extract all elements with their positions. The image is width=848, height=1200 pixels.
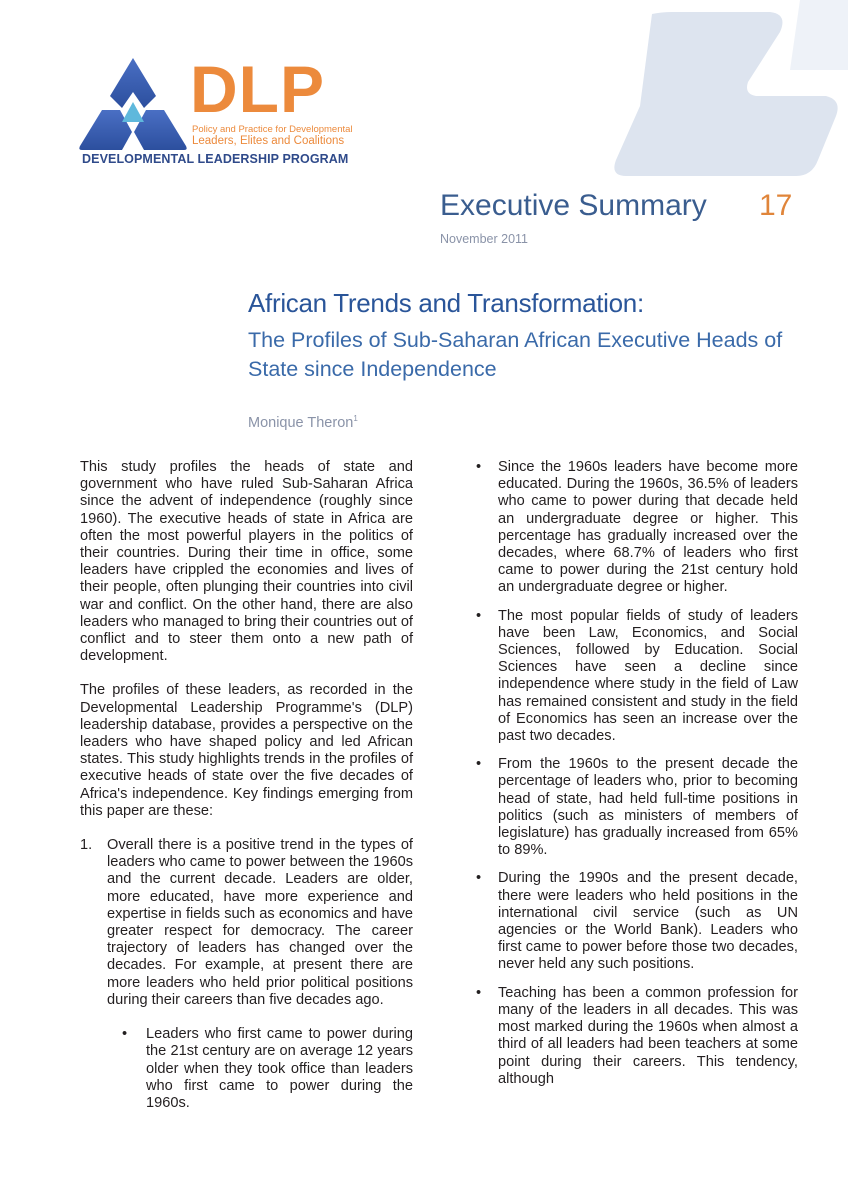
list-number: 1.	[80, 837, 93, 854]
watermark-shape-icon	[600, 0, 848, 190]
author-name: Monique Theron	[248, 414, 354, 431]
bullet-icon: •	[476, 459, 482, 475]
bullet-text: Teaching has been a common profession for many of the leaders in all decades. This was most marked during the 1960s when almost a third of all leaders had been teachers at some point during their careers. This tendency, although	[498, 984, 798, 1087]
body-right-column	[476, 459, 798, 1099]
sub-bullet-text: Leaders who first came to power during the 21st century are on average 12 years older when they took office than leaders who first came to power during the 1960s.	[146, 1026, 413, 1111]
series-number: 17	[759, 189, 793, 222]
logo-wordmark: DLP	[190, 52, 325, 126]
bullet-item-political-positions	[476, 756, 798, 859]
bullet-text: The most popular fields of study of leaders have been Law, Economics, and Social Sciences, followed by Education. Social Sciences have seen a decline since independence where study in the field of Law has remained consistent and study in the field of Economics has seen an increase over the past two decades.	[498, 607, 798, 745]
logo-tagline-line2: Leaders, Elites and Coalitions	[192, 135, 345, 147]
list-item-text: Overall there is a positive trend in the types of leaders who came to power between the 1960s and the current decade. Leaders are older, more educated, have more experience and expertise in fields such as economics and have greater respect for democracy. The career trajectory of leaders has changed over the decades. For example, at present there are more leaders who held prior political positions during their careers than five decades ago.	[107, 837, 413, 1008]
bullet-icon: •	[476, 984, 482, 1001]
bullet-item-education	[476, 459, 798, 597]
findings-intro-paragraph: The profiles of these leaders, as recorded in the Developmental Leadership Programme's (DLP) leadership database, provides a perspective on the leaders who have shaped policy and led African states. This study highlights trends in the profiles of executive heads of state over the five decades of Africa's independence. Key findings emerging from this paper are these:	[80, 682, 413, 819]
logo-program-name: DEVELOPMENTAL LEADERSHIP PROGRAM	[82, 152, 349, 166]
dlp-triangle-logo-icon	[78, 56, 188, 152]
logo-tagline-line1: Policy and Practice for Developmental	[192, 124, 353, 135]
bullet-icon: •	[476, 870, 482, 887]
bullet-icon: •	[476, 607, 482, 624]
sub-bullet-item	[80, 1026, 413, 1112]
bullet-icon: •	[476, 756, 482, 773]
body-left-column	[80, 459, 413, 1112]
bullet-text: Since the 1960s leaders have become more educated. During the 1960s, 36.5% of leaders who came to power during that decade held an undergraduate degree or higher. This percentage has gradually increased over the decades, where 68.7% of leaders who first came to power during the 21st century hold an undergraduate degree or higher.	[498, 459, 798, 596]
bullet-item-fields-of-study	[476, 608, 798, 746]
dlp-logo	[78, 52, 358, 176]
bullet-icon: •	[122, 1026, 128, 1043]
series-title: Executive Summary	[440, 189, 707, 222]
bullet-item-teaching	[476, 985, 798, 1088]
bullet-text: During the 1990s and the present decade, there were leaders who held positions in the international civil service (such as UN agencies or the World Bank). Leaders who first came to power before those two decades, never held any such positions.	[498, 870, 798, 973]
bullet-item-civil-service	[476, 870, 798, 973]
author-line	[248, 410, 358, 432]
author-footnote-marker: 1	[353, 414, 358, 423]
document-title: African Trends and Transformation:	[248, 288, 644, 318]
document-subtitle: The Profiles of Sub-Saharan African Executive Heads of State since Independence	[248, 328, 783, 381]
bullet-text: From the 1960s to the present decade the percentage of leaders who, prior to becoming head of state, had held full-time positions in politics (such as ministers of members of legislature) has gradually increased from 65% to 89%.	[498, 756, 798, 859]
numbered-list-item	[80, 837, 413, 1009]
intro-paragraph: This study profiles the heads of state and government who have ruled Sub-Saharan Africa since the advent of independence (roughly since 1960). The executive heads of state in Africa are often the most powerful players in the politics of their countries. During their time in office, some leaders have crippled the economies and lives of their people, often plunging their countries into civil war and conflict. On the other hand, there are also leaders who managed to bring their countries out of conflict and to steer them onto a new path of development.	[80, 459, 413, 665]
publication-date: November 2011	[440, 232, 529, 246]
